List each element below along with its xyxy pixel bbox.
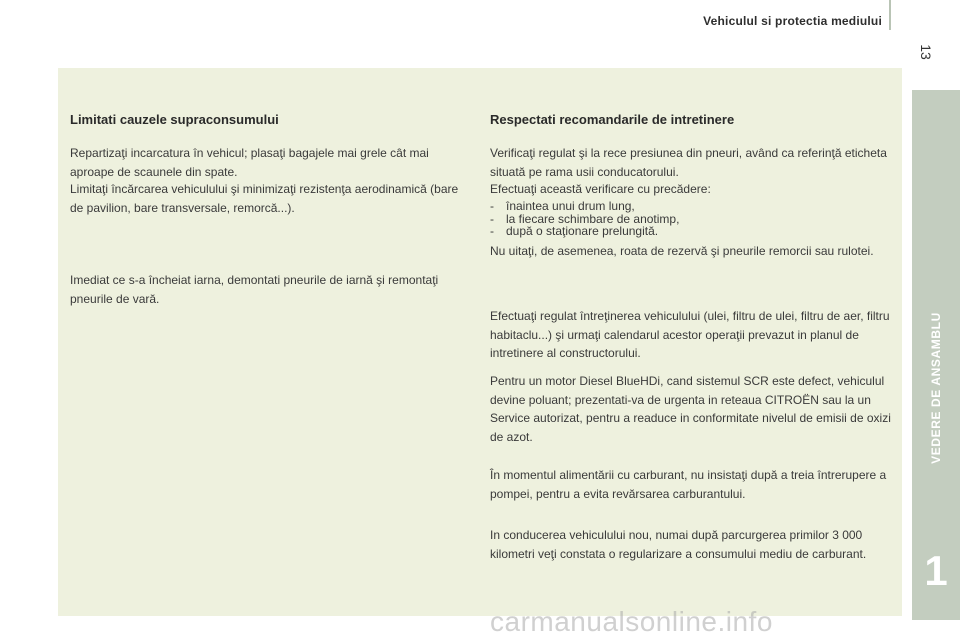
right-paragraph-5: Pentru un motor Diesel BlueHDi, cand sistemul SCR este defect, vehiculul devine poluant; prezentati-va de urgenta in reteaua CITROËN sau la un Service autorizat, pentru a readuce in conformitate nivelul de emisii de oxizi de azot. bbox=[490, 374, 891, 444]
right-paragraph-7: In conducerea vehiculului nou, numai după parcurgerea primilor 3 000 kilometri veţi constata o regularizare a consumului mediu de carburant. bbox=[490, 528, 867, 561]
content-panel bbox=[58, 68, 902, 616]
list-item: - înaintea unui drum lung, bbox=[490, 200, 679, 213]
right-paragraph-1: Verificaţi regulat şi la rece presiunea din pneuri, având ca referinţă eticheta situată pe rama usii conducatorului. bbox=[490, 146, 887, 179]
right-paragraph-4: Efectuaţi regulat întreţinerea vehiculului (ulei, filtru de ulei, filtru de aer, filtru habitaclu...) şi urmaţi calendarul acestor operaţii prevazut in planul de intretinere al constructorului. bbox=[490, 309, 890, 360]
chapter-number: 1 bbox=[924, 547, 948, 594]
left-paragraph-1: Repartizaţi incarcatura în vehicul; plasaţi bagajele mai grele cât mai aproape de scaunele din spate. bbox=[70, 146, 429, 179]
right-paragraph-6: În momentul alimentării cu carburant, nu insistaţi după a treia întrerupere a pompei, pentru a evita revărsarea carburantului. bbox=[490, 468, 887, 501]
right-heading: Respectati recomandarile de intretinere bbox=[490, 112, 735, 127]
page-number: 13 bbox=[918, 44, 934, 60]
header-divider bbox=[889, 0, 891, 30]
right-paragraph-3: Nu uitaţi, de asemenea, roata de rezervă şi pneurile remorcii sau rulotei. bbox=[490, 244, 874, 258]
left-heading: Limitati cauzele supraconsumului bbox=[70, 112, 279, 127]
left-paragraph-2: Limitaţi încărcarea vehiculului şi minimizaţi rezistenţa aerodinamică (bare de pavilion, bare transversale, remorcă...). bbox=[70, 182, 459, 215]
watermark: carmanualsonline.info bbox=[490, 606, 773, 637]
list-item: - după o staţionare prelungită. bbox=[490, 225, 679, 238]
section-title: Vehiculul si protectia mediului bbox=[703, 14, 882, 28]
left-paragraph-3: Imediat ce s-a încheiat iarna, demontati pneurile de iarnă şi remontaţi pneurile de vară. bbox=[70, 273, 439, 306]
check-list bbox=[490, 200, 679, 238]
list-item: - la fiecare schimbare de anotimp, bbox=[490, 213, 679, 226]
chapter-tab[interactable] bbox=[912, 90, 960, 620]
chapter-tab-label-wrap bbox=[929, 258, 943, 518]
right-paragraph-2: Efectuaţi această verificare cu precădere: bbox=[490, 182, 711, 196]
chapter-tab-label: VEDERE DE ANSAMBLU bbox=[929, 312, 943, 464]
